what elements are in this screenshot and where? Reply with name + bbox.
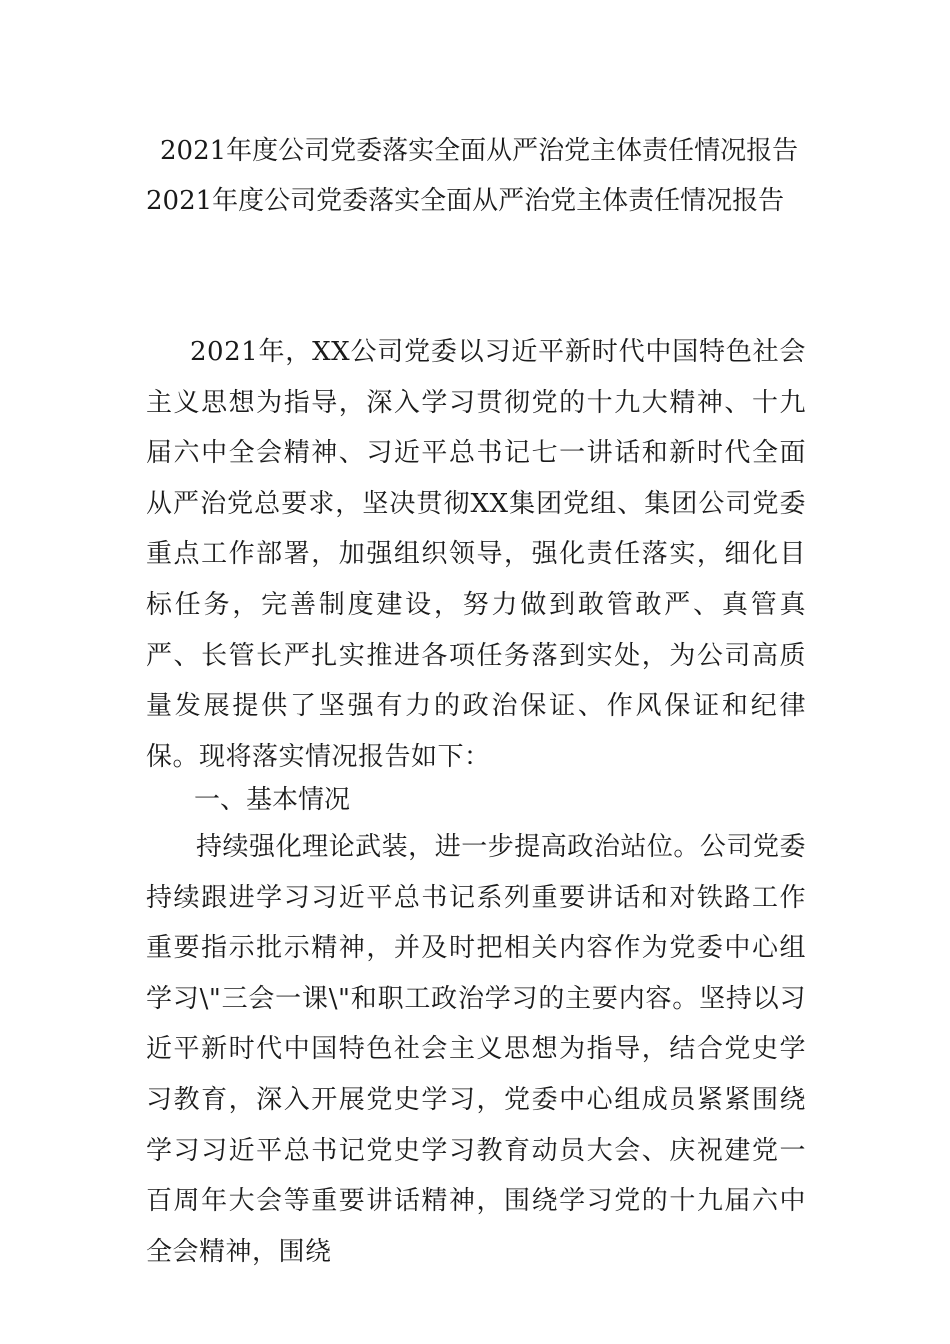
document-title-line-2: 2021年度公司党委落实全面从严治党主体责任情况报告 — [146, 186, 785, 216]
body-paragraph-theory: 持续强化理论武装，进一步提高政治站位。公司党委持续跟进学习习近平总书记系列重要讲话和对铁路工作重要指示批示精神，并及时把相关内容作为党委中心组学习\"三会一课\"和职工政治学习的主要内容。坚持以习近平新时代中国特色社会主义思想为指导，结合党史学习教育，深入开展党史学习，党委中心组成员紧紧围绕学习习近平总书记党史学习教育动员大会、庆祝建党一百周年大会等重要讲话精神，围绕学习党的十九届六中全会精神，围绕 — [146, 832, 806, 1267]
document-title-line-1: 2021年度公司党委落实全面从严治党主体责任情况报告 — [160, 136, 799, 166]
intro-paragraph: 2021年，XX公司党委以习近平新时代中国特色社会主义思想为指导，深入学习贯彻党的十九大精神、十九届六中全会精神、习近平总书记七一讲话和新时代全面从严治党总要求，坚决贯彻XX集团党组、集团公司党委重点工作部署，加强组织领导，强化责任落实，细化目标任务，完善制度建设，努力做到敢管敢严、真管真严、长管长严扎实推进各项任务落到实处，为公司高质量发展提供了坚强有力的政治保证、作风保证和纪律保。现将落实情况报告如下： — [146, 337, 806, 772]
section-heading-basic-situation: 一、基本情况 — [194, 785, 351, 815]
